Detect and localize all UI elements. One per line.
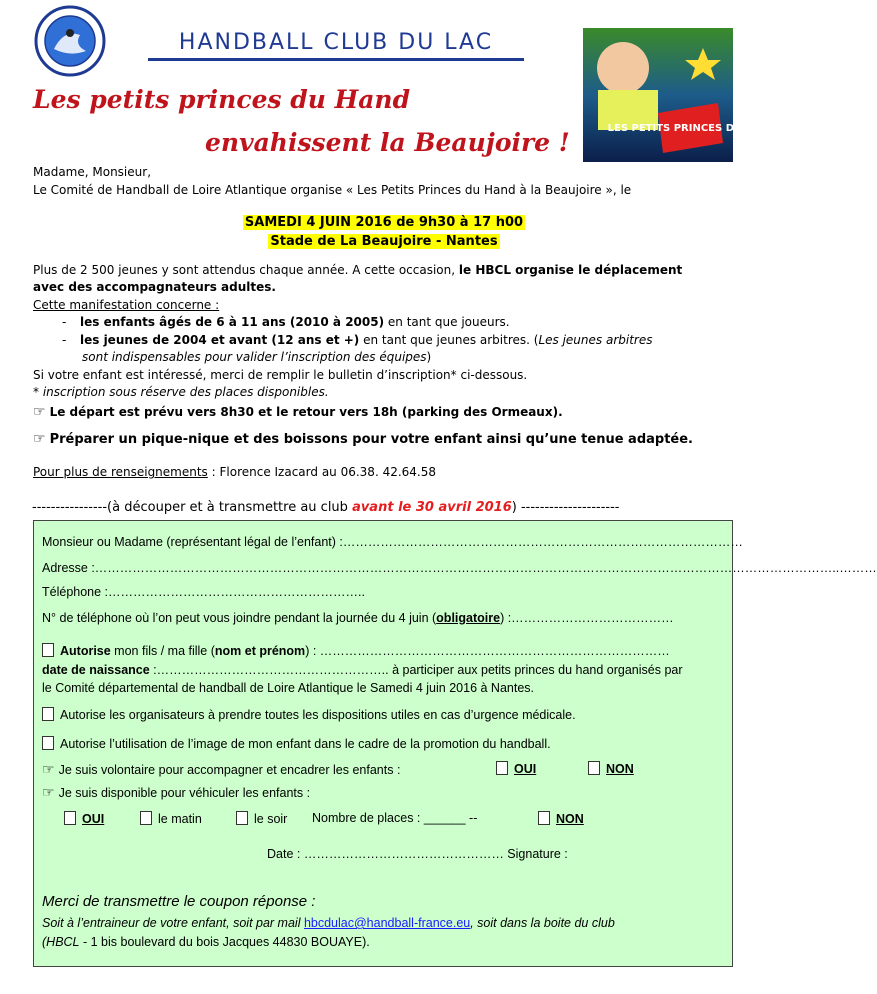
bullet-children: - les enfants âgés de 6 à 11 ans (2010 à 2005) en tant que joueurs. (62, 315, 510, 329)
departure-line: ☞ Le départ est prévu vers 8h30 et le retour vers 18h (parking des Ormeaux). (33, 404, 563, 420)
registration-coupon (33, 520, 877, 967)
driver-yes-checkbox (64, 811, 76, 825)
event-date: SAMEDI 4 JUIN 2016 de 9h30 à 17 h00 (244, 215, 524, 230)
driver-yes[interactable]: OUI (64, 811, 104, 826)
volunteer-no[interactable]: NON (588, 761, 634, 776)
club-logo (34, 5, 106, 77)
driver-morning[interactable]: le matin (140, 811, 202, 826)
morning-checkbox (140, 811, 152, 825)
volunteer-line: ☞ Je suis volontaire pour accompagner et encadrer les enfants : (42, 761, 401, 777)
pointing-hand-icon: ☞ (42, 761, 55, 777)
day-phone-field[interactable]: N° de téléphone où l’on peut vous joindre pendant la journée du 4 juin (obligatoire) :………………………………… (42, 611, 674, 625)
date-signature[interactable]: Date : ………………………………………… Signature : (267, 847, 568, 861)
driver-no[interactable]: NON (538, 811, 584, 826)
authorize-line[interactable]: Autorise mon fils / ma fille (nom et prénom) : ………………………………………………………………………… (42, 643, 670, 658)
cut-line: ----------------(à découper et à transmettre au club avant le 30 avril 2016) --------------------- (32, 500, 620, 515)
phone-field[interactable]: Téléphone :…………………………………………………….. (42, 585, 365, 599)
committee-line: le Comité départemental de handball de Loire Atlantique le Samedi 4 juin 2016 à Nantes. (42, 681, 534, 695)
bullet-referees: - les jeunes de 2004 et avant (12 ans et +) en tant que jeunes arbitres. (Les jeunes arbitres (62, 333, 653, 347)
interested-line: Si votre enfant est intéressé, merci de remplir le bulletin d’inscription* ci-dessous. (33, 368, 528, 382)
event-place: Stade de La Beaujoire - Nantes (270, 234, 498, 249)
authorize-checkbox (42, 643, 54, 657)
parent-field[interactable]: Monsieur ou Madame (représentant légal de l’enfant) :…………………………………………………………………………………… (42, 535, 743, 549)
seats-field[interactable]: Nombre de places : ______ -- (312, 811, 478, 825)
driver-evening[interactable]: le soir (236, 811, 287, 826)
medical-line[interactable]: Autorise les organisateurs à prendre toutes les dispositions utiles en cas d’urgence médicale. (42, 707, 576, 722)
pointing-hand-icon: ☞ (33, 431, 46, 447)
pointing-hand-icon: ☞ (42, 784, 55, 800)
salutation: Madame, Monsieur, (33, 165, 152, 179)
paragraph-1b: avec des accompagnateurs adultes. (33, 280, 276, 294)
volunteer-no-checkbox (588, 761, 600, 775)
concerns-label: Cette manifestation concerne : (33, 298, 220, 312)
event-poster (583, 28, 779, 162)
driver-line: ☞ Je suis disponible pour véhiculer les enfants : (42, 784, 311, 800)
image-rights-line[interactable]: Autorise l’utilisation de l’image de mon enfant dans le cadre de la promotion du handball. (42, 736, 551, 751)
driver-no-checkbox (538, 811, 550, 825)
evening-checkbox (236, 811, 248, 825)
footnote: * inscription sous réserve des places disponibles. (33, 385, 329, 399)
medical-checkbox (42, 707, 54, 721)
paragraph-1a: Plus de 2 500 jeunes y sont attendus chaque année. A cette occasion, le HBCL organise le déplacement (33, 263, 683, 277)
info-line: Pour plus de renseignements : Florence Izacard au 06.38. 42.64.58 (33, 465, 437, 479)
pointing-hand-icon: ☞ (33, 404, 46, 420)
coupon-thanks: Merci de transmettre le coupon réponse : (42, 893, 316, 910)
club-address: (HBCL - 1 bis boulevard du bois Jacques 44830 BOUAYE). (42, 935, 370, 949)
volunteer-yes[interactable]: OUI (496, 761, 536, 776)
intro-line: Le Comité de Handball de Loire Atlantique organise « Les Petits Princes du Hand à la Beaujoire », le (33, 183, 632, 197)
bullet-referees-cont: sont indispensables pour valider l’inscription des équipes) (82, 350, 432, 364)
image-rights-checkbox (42, 736, 54, 750)
headline-line2: envahissent la Beaujoire ! (205, 128, 570, 157)
birth-date-line[interactable]: date de naissance :……………………………………………….. à participer aux petits princes du hand organisés par (42, 663, 683, 677)
club-name: HANDBALL CLUB DU LAC (148, 30, 524, 61)
volunteer-yes-checkbox (496, 761, 508, 775)
address-field[interactable]: Adresse :……………………………………………………………………………………………………………………………………………………………..……… (42, 561, 877, 575)
headline-line1: Les petits princes du Hand (33, 85, 411, 114)
email-link[interactable]: hbcdulac@handball-france.eu (303, 916, 471, 930)
send-line: Soit à l’entraineur de votre enfant, soit par mail hbcdulac@handball-france.eu, soit dans la boite du club (42, 916, 615, 930)
poster-title: LES PETITS PRINCES DU HAND (607, 123, 779, 134)
picnic-line: ☞ Préparer un pique-nique et des boissons pour votre enfant ainsi qu’une tenue adaptée. (33, 431, 693, 447)
